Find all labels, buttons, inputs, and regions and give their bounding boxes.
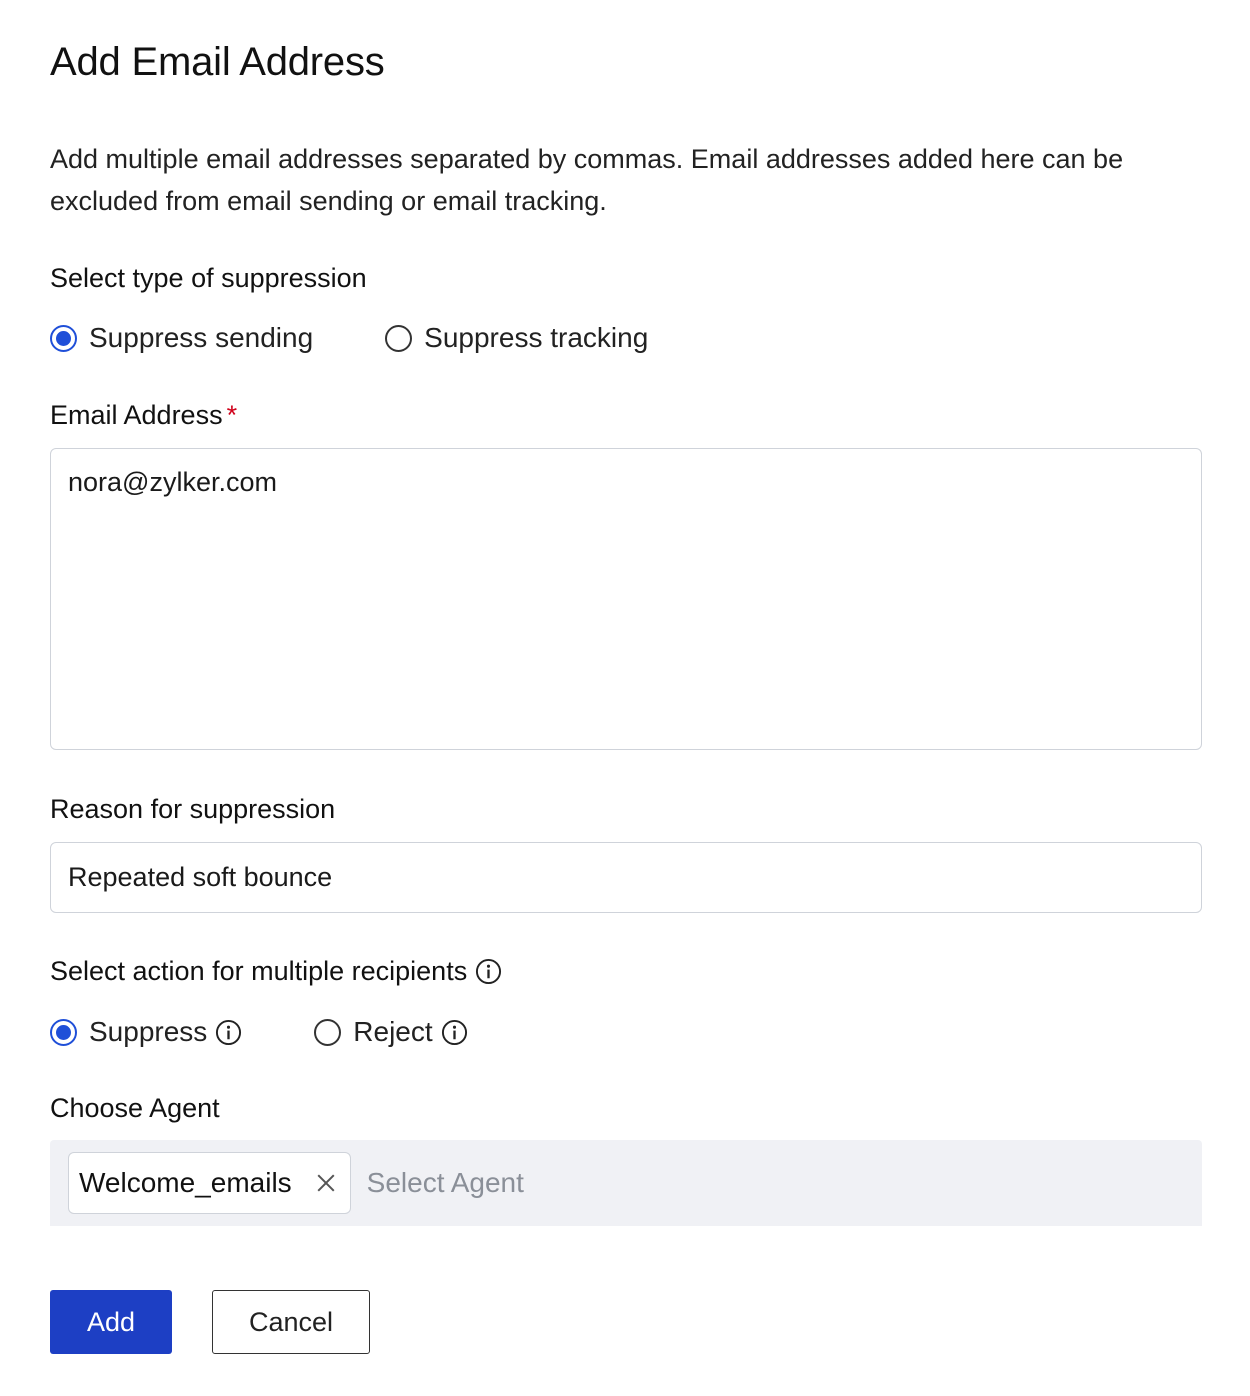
radio-suppress-tracking-label: Suppress tracking [424,322,649,353]
radio-suppress-label: Suppress [89,1016,208,1047]
radio-reject-label: Reject [353,1016,433,1047]
info-icon[interactable] [441,1019,468,1046]
dialog-title: Add Email Address [50,40,385,84]
email-address-textarea[interactable] [50,448,1202,750]
agent-select[interactable] [50,1140,1202,1226]
reason-input[interactable] [50,842,1202,913]
required-mark: * [226,400,238,430]
agent-chip-label: Welcome_emails [79,1167,292,1198]
radio-suppress-tracking[interactable] [385,322,648,354]
radio-unchecked-icon[interactable] [385,325,412,352]
info-icon[interactable] [215,1019,242,1046]
suppression-type-group [50,322,648,354]
agent-select-placeholder[interactable]: Select Agent [366,1167,524,1198]
radio-unchecked-icon[interactable] [314,1019,341,1046]
close-icon[interactable] [316,1173,336,1193]
reason-label: Reason for suppression [50,794,336,824]
radio-suppress-sending[interactable] [50,322,313,354]
email-address-label [50,400,237,431]
email-address-label-text: Email Address [50,400,223,430]
suppression-type-label: Select type of suppression [50,263,367,293]
radio-suppress[interactable] [50,1016,242,1048]
dialog-description: Add multiple email addresses separated by commas. Email addresses added here can be excluded from email sending or email tracking. [50,144,1124,216]
multiple-recipients-label [50,956,502,987]
add-button[interactable]: Add [50,1290,172,1354]
multiple-recipients-group [50,1016,468,1048]
radio-checked-icon[interactable] [50,1019,77,1046]
reason-value: Repeated soft bounce [68,862,333,892]
cancel-button[interactable]: Cancel [212,1290,370,1354]
info-icon[interactable] [475,958,502,985]
radio-checked-icon[interactable] [50,325,77,352]
agent-chip [68,1152,351,1214]
choose-agent-label: Choose Agent [50,1093,220,1123]
email-address-value: nora@zylker.com [68,467,277,497]
radio-reject[interactable] [314,1016,467,1048]
multiple-recipients-label-text: Select action for multiple recipients [50,956,468,986]
radio-suppress-sending-label: Suppress sending [89,322,314,353]
